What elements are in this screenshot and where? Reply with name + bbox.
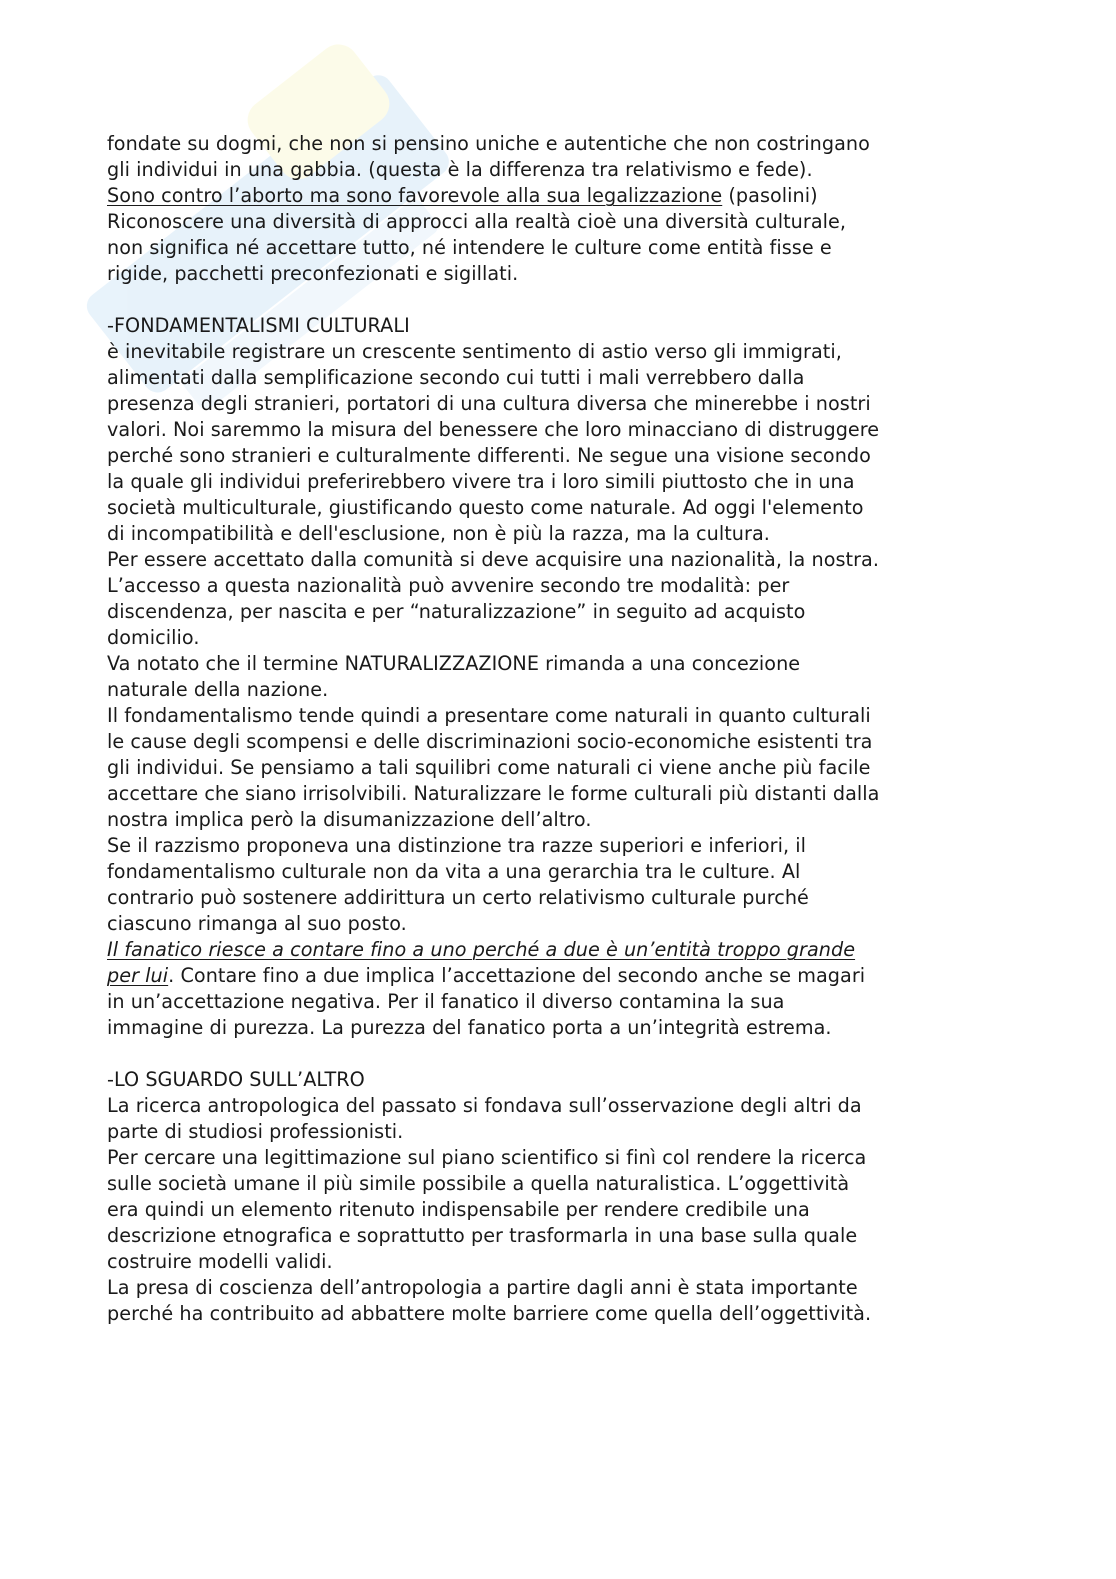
text-line <box>107 495 1037 521</box>
text-run: presenza degli stranieri, portatori di una cultura diversa che minerebbe i nostri <box>107 392 871 415</box>
text-run: L’accesso a questa nazionalità può avvenire secondo tre modalità: per <box>107 574 790 597</box>
text-line <box>107 937 1037 963</box>
text-line <box>107 209 1037 235</box>
text-run: gli individui in una gabbia. (questa è la differenza tra relativismo e fede). <box>107 158 813 181</box>
text-line <box>107 1197 1037 1223</box>
text-run: parte di studiosi professionisti. <box>107 1120 404 1143</box>
text-line <box>107 1119 1037 1145</box>
text-run: -LO SGUARDO SULL’ALTRO <box>107 1068 365 1091</box>
text-line <box>107 1067 1037 1093</box>
text-run: accettare che siano irrisolvibili. Naturalizzare le forme culturali più distanti dalla <box>107 782 880 805</box>
text-line <box>107 469 1037 495</box>
text-run: la quale gli individui preferirebbero vivere tra i loro simili piuttosto che in una <box>107 470 855 493</box>
text-run: Per essere accettato dalla comunità si deve acquisire una nazionalità, la nostra. <box>107 548 879 571</box>
text-line <box>107 599 1037 625</box>
text-run: (pasolini) <box>722 184 818 207</box>
text-run: Il fondamentalismo tende quindi a presentare come naturali in quanto culturali <box>107 704 871 727</box>
text-line <box>107 1145 1037 1171</box>
text-run: gli individui. Se pensiamo a tali squilibri come naturali ci viene anche più facile <box>107 756 871 779</box>
text-run: le cause degli scompensi e delle discriminazioni socio-economiche esistenti tra <box>107 730 873 753</box>
text-run: Riconoscere una diversità di approcci alla realtà cioè una diversità culturale, <box>107 210 847 233</box>
text-line <box>107 651 1037 677</box>
text-run: di incompatibilità e dell'esclusione, non è più la razza, ma la cultura. <box>107 522 770 545</box>
text-line <box>107 235 1037 261</box>
text-line <box>107 183 1037 209</box>
paragraph <box>107 313 1037 1041</box>
text-line <box>107 677 1037 703</box>
text-line <box>107 157 1037 183</box>
text-line <box>107 1301 1037 1327</box>
text-run: fondamentalismo culturale non da vita a una gerarchia tra le culture. Al <box>107 860 801 883</box>
text-line <box>107 313 1037 339</box>
text-run: fondate su dogmi, che non si pensino uniche e autentiche che non costringano <box>107 132 870 155</box>
emphasized-text: Sono contro l’aborto ma sono favorevole alla sua legalizzazione <box>107 184 723 207</box>
text-run: -FONDAMENTALISMI CULTURALI <box>107 314 410 337</box>
paragraph <box>107 131 1037 287</box>
text-line <box>107 1171 1037 1197</box>
text-line <box>107 1249 1037 1275</box>
text-line <box>107 859 1037 885</box>
text-run: discendenza, per nascita e per “naturalizzazione” in seguito ad acquisto <box>107 600 806 623</box>
text-run: era quindi un elemento ritenuto indispensabile per rendere credibile una <box>107 1198 810 1221</box>
text-line <box>107 885 1037 911</box>
text-run: descrizione etnografica e soprattutto per trasformarla in una base sulla quale <box>107 1224 858 1247</box>
text-run: non significa né accettare tutto, né intendere le culture come entità fisse e <box>107 236 832 259</box>
text-line <box>107 339 1037 365</box>
text-line <box>107 807 1037 833</box>
text-run: valori. Noi saremmo la misura del benessere che loro minacciano di distruggere <box>107 418 880 441</box>
text-line <box>107 781 1037 807</box>
text-run: La ricerca antropologica del passato si fondava sull’osservazione degli altri da <box>107 1094 862 1117</box>
text-run: rigide, pacchetti preconfezionati e sigillati. <box>107 262 519 285</box>
paragraph <box>107 1067 1037 1327</box>
text-run: domicilio. <box>107 626 200 649</box>
text-run: ciascuno rimanga al suo posto. <box>107 912 407 935</box>
text-line <box>107 261 1037 287</box>
text-run: perché ha contribuito ad abbattere molte barriere come quella dell’oggettività. <box>107 1302 872 1325</box>
text-line <box>107 521 1037 547</box>
paragraph-gap <box>107 287 1037 313</box>
text-line <box>107 443 1037 469</box>
document-page <box>107 131 1037 1327</box>
text-run: immagine di purezza. La purezza del fanatico porta a un’integrità estrema. <box>107 1016 832 1039</box>
text-line <box>107 833 1037 859</box>
text-run: naturale della nazione. <box>107 678 329 701</box>
text-line <box>107 573 1037 599</box>
text-line <box>107 131 1037 157</box>
text-line <box>107 755 1037 781</box>
text-line <box>107 365 1037 391</box>
text-run: in un’accettazione negativa. Per il fanatico il diverso contamina la sua <box>107 990 785 1013</box>
text-run: Se il razzismo proponeva una distinzione tra razze superiori e inferiori, il <box>107 834 807 857</box>
text-run: società multiculturale, giustificando questo come naturale. Ad oggi l'elemento <box>107 496 864 519</box>
emphasized-text: Il fanatico riesce a contare fino a uno perché a due è un’entità troppo grande <box>107 938 856 961</box>
text-run: contrario può sostenere addirittura un certo relativismo culturale purché <box>107 886 809 909</box>
text-line <box>107 963 1037 989</box>
text-line <box>107 417 1037 443</box>
text-line <box>107 547 1037 573</box>
text-line <box>107 703 1037 729</box>
paragraph-gap <box>107 1041 1037 1067</box>
text-line <box>107 989 1037 1015</box>
text-line <box>107 1223 1037 1249</box>
text-run: alimentati dalla semplificazione secondo cui tutti i mali verrebbero dalla <box>107 366 805 389</box>
text-run: sulle società umane il più simile possibile a quella naturalistica. L’oggettività <box>107 1172 850 1195</box>
text-line <box>107 911 1037 937</box>
text-run: Va notato che il termine NATURALIZZAZIONE rimanda a una concezione <box>107 652 801 675</box>
text-line <box>107 729 1037 755</box>
text-line <box>107 1275 1037 1301</box>
text-run: perché sono stranieri e culturalmente differenti. Ne segue una visione secondo <box>107 444 871 467</box>
text-run: nostra implica però la disumanizzazione dell’altro. <box>107 808 592 831</box>
text-run: . Contare fino a due implica l’accettazione del secondo anche se magari <box>168 964 866 987</box>
text-line <box>107 625 1037 651</box>
text-run: è inevitabile registrare un crescente sentimento di astio verso gli immigrati, <box>107 340 842 363</box>
text-run: La presa di coscienza dell’antropologia a partire dagli anni è stata importante <box>107 1276 858 1299</box>
text-run: costruire modelli validi. <box>107 1250 333 1273</box>
emphasized-text: per lui <box>107 964 169 987</box>
text-line <box>107 1093 1037 1119</box>
text-line <box>107 1015 1037 1041</box>
text-run: Per cercare una legittimazione sul piano scientifico si finì col rendere la ricerca <box>107 1146 867 1169</box>
text-line <box>107 391 1037 417</box>
